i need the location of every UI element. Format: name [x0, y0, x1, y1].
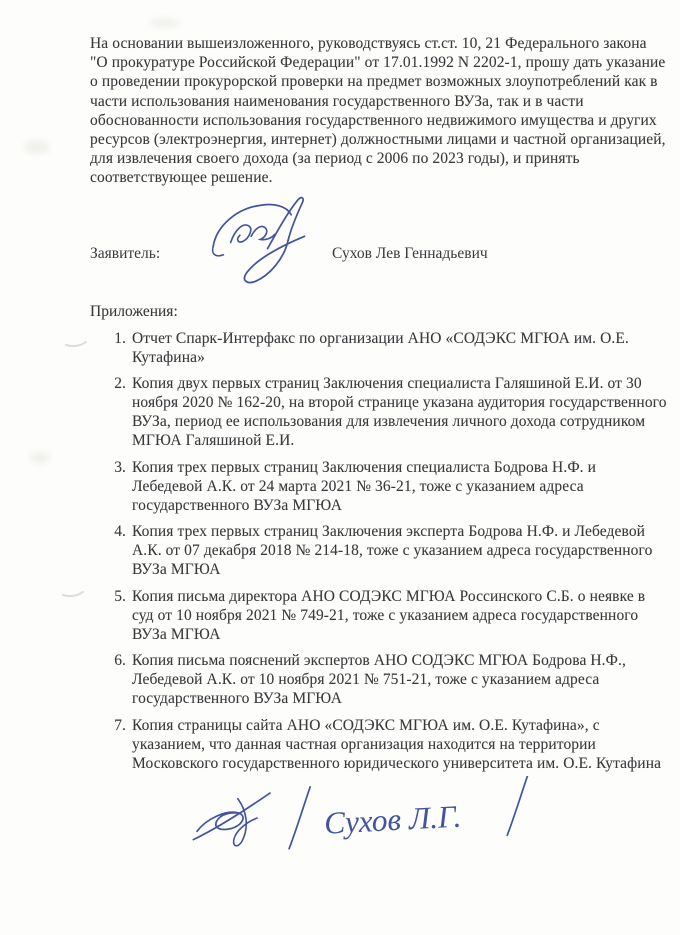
- attachments-heading: Приложения:: [90, 302, 178, 320]
- list-item: 5. Копия письма директора АНО СОДЭКС МГЮА Россинского С.Б. о неявке в суд от 10 ноября 2021 № 749-21, тоже с указанием адреса государственного ВУЗа МГЮА: [130, 587, 668, 644]
- list-item: 1. Отчет Спарк-Интерфакс по организации АНО «СОДЭКС МГЮА им. О.Е. Кутафина»: [130, 329, 668, 367]
- body-paragraph: На основании вышеизложенного, руководствуясь ст.ст. 10, 21 Федерального закона "О прокуратуре Российской Федерации" от 17.01.1992 N 2202-1, прошу дать указание о проведении прокурорской проверки на предмет возможных злоупотреблений как в части использования наименования государственного ВУЗа, так и в части обоснованности использования государственного недвижимого имущества и других ресурсов (электроэнергия, интернет) должностными лицами и частной организацией, для извлечения своего дохода (за период с 2006 по 2023 годы), и принять соответствующее решение.: [90, 35, 666, 187]
- bottom-signature: [182, 776, 547, 862]
- list-item: 2. Копия двух первых страниц Заключения специалиста Галяшиной Е.И. от 30 ноября 2020 № 162-20, на второй странице указана аудитория государственного ВУЗа, период ее использования для извлечения личного дохода сотрудником МГЮА Галяшиной Е.И.: [130, 374, 668, 450]
- list-item: 6. Копия письма пояснений экспертов АНО СОДЭКС МГЮА Бодрова Н.Ф., Лебедевой А.К. от 10 ноября 2021 № 751-21, тоже с указанием адреса государственного ВУЗа МГЮА: [130, 651, 668, 708]
- bottom-signature-text: Сухов Л.Г.: [323, 798, 463, 841]
- applicant-label: Заявитель:: [90, 244, 161, 262]
- scan-smudge: [30, 452, 50, 464]
- list-item: 3. Копия трех первых страниц Заключения специалиста Бодрова Н.Ф. и Лебедевой А.К. от 24 марта 2021 № 36-21, тоже с указанием адреса государственного ВУЗа МГЮА: [130, 458, 668, 515]
- applicant-row: [90, 192, 662, 302]
- applicant-name: Сухов Лев Геннадьевич: [332, 244, 488, 262]
- list-item: 4. Копия трех первых страниц Заключения эксперта Бодрова Н.Ф. и Лебедевой А.К. от 07 декабря 2018 № 214-18, тоже с указанием адреса государственного ВУЗа МГЮА: [130, 522, 668, 579]
- scan-artifact-arc: [56, 576, 88, 599]
- list-item: 7. Копия страницы сайта АНО «СОДЭКС МГЮА им. О.Е. Кутафина», с указанием, что данная частная организация находится на территории Московского государственного юридического университета им. О.Е. Кутафина: [130, 716, 668, 773]
- scan-artifact-arc: [59, 326, 91, 349]
- scan-smudge: [150, 18, 180, 28]
- attachments-list: [90, 329, 667, 773]
- applicant-signature-icon: [206, 194, 324, 294]
- scan-smudge: [24, 140, 50, 154]
